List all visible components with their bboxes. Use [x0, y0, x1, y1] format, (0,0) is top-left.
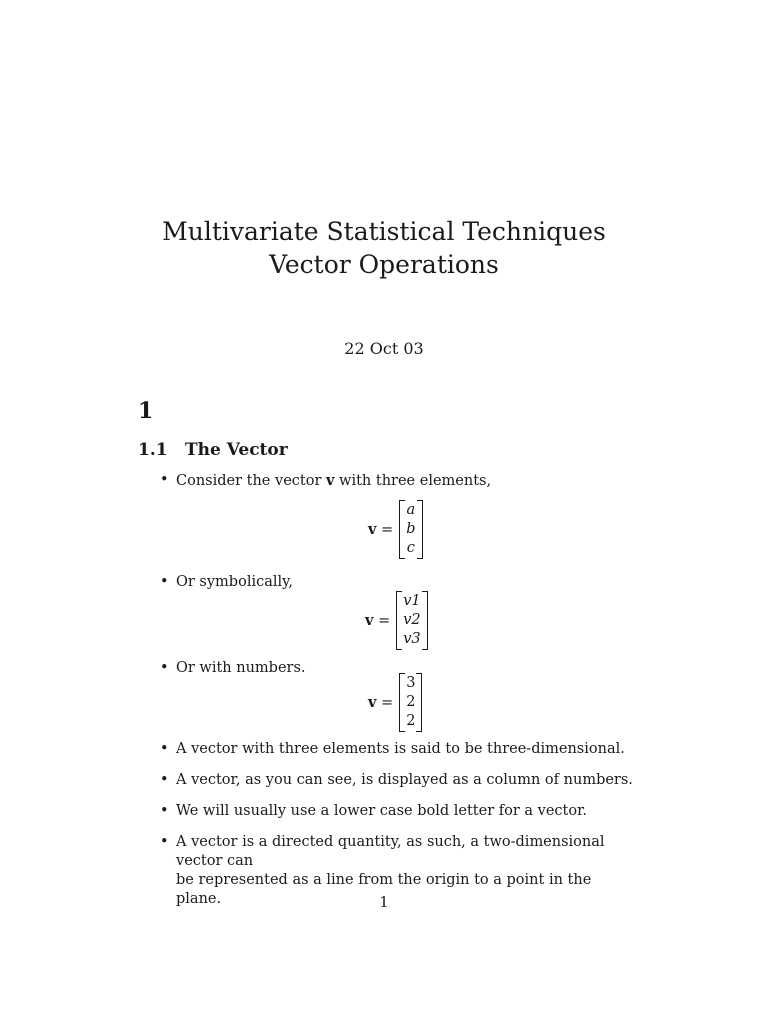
bullet-item: [160, 471, 640, 491]
vector-equation-symbolic: [365, 591, 428, 650]
column-matrix: [399, 673, 422, 732]
vector-equation-numbers: [368, 673, 422, 732]
matrix-entry: v1: [403, 593, 421, 609]
bullet-text: Consider the vector: [176, 473, 326, 489]
bullet-text: A vector, as you can see, is displayed as a column of numbers.: [176, 772, 633, 788]
equals-sign: =: [381, 522, 394, 538]
bullet-icon: •: [160, 660, 169, 676]
bullet-icon: •: [160, 834, 169, 850]
bullet-text: We will usually use a lower case bold letter for a vector.: [176, 803, 588, 819]
equation-lhs-symbol: v: [368, 521, 377, 538]
document-date: 22 Oct 03: [344, 339, 424, 358]
column-matrix: [396, 591, 427, 650]
bullet-icon: •: [160, 803, 169, 819]
equation-lhs-symbol: v: [365, 612, 374, 629]
matrix-entry: c: [406, 540, 415, 556]
document-title-line-2: Vector Operations: [269, 250, 499, 279]
subsection-heading: [138, 440, 288, 460]
matrix-entry: v2: [403, 612, 421, 628]
bullet-text: Or with numbers.: [176, 660, 306, 676]
matrix-entry: 2: [406, 713, 416, 729]
subsection-number: 1.1: [138, 440, 168, 460]
bullet-text: with three elements,: [334, 473, 492, 489]
bullet-item: [160, 771, 640, 790]
bullet-text-line-1: A vector is a directed quantity, as such, a two-dimensional vector can: [176, 834, 605, 869]
column-matrix: [399, 500, 422, 559]
bullet-icon: •: [160, 472, 169, 488]
equation-lhs-symbol: v: [368, 694, 377, 711]
section-heading: 1: [138, 398, 154, 424]
matrix-entry: b: [406, 521, 416, 537]
equals-sign: =: [378, 613, 391, 629]
document-title-line-1: Multivariate Statistical Techniques: [162, 217, 606, 246]
bullet-icon: •: [160, 741, 169, 757]
matrix-entry: 3: [406, 675, 416, 691]
matrix-entry: v3: [403, 631, 421, 647]
subsection-title: The Vector: [185, 440, 288, 460]
equals-sign: =: [381, 695, 394, 711]
matrix-entry: a: [406, 502, 416, 518]
bullet-text-line-2: be represented as a line from the origin to a point in the plane.: [176, 872, 592, 907]
bullet-icon: •: [160, 772, 169, 788]
matrix-entry: 2: [406, 694, 416, 710]
page-number: 1: [379, 893, 389, 911]
bullet-icon: •: [160, 574, 169, 590]
bullet-text: A vector with three elements is said to be three-dimensional.: [176, 741, 625, 757]
bullet-bold-symbol: v: [326, 472, 335, 489]
bullet-item: [160, 802, 640, 821]
vector-equation-letters: [368, 500, 423, 559]
bullet-item: [160, 740, 640, 759]
bullet-text: Or symbolically,: [176, 574, 294, 590]
bullet-item: [160, 573, 640, 592]
